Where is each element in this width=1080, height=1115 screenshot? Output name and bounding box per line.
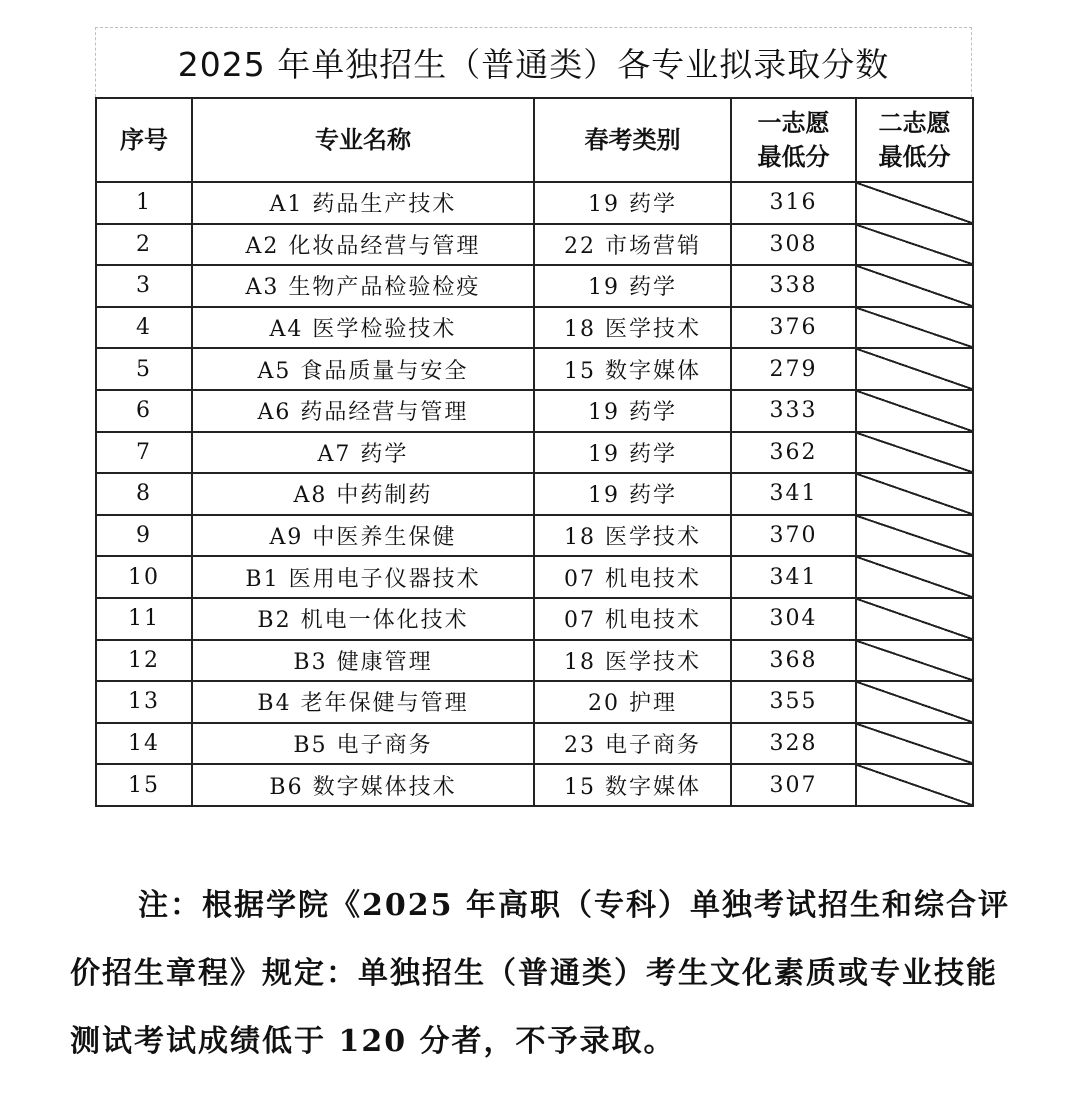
table-row xyxy=(96,556,973,598)
cell-category: 19 药学 xyxy=(534,265,731,307)
cell-first-choice-score: 362 xyxy=(731,432,856,474)
header-first-choice xyxy=(731,98,856,182)
cell-first-choice-score: 370 xyxy=(731,515,856,557)
cell-index: 7 xyxy=(96,432,192,474)
cell-major: B4 老年保健与管理 xyxy=(192,681,534,723)
cell-major: A3 生物产品检验检疫 xyxy=(192,265,534,307)
header-index: 序号 xyxy=(96,98,192,182)
cell-major: B6 数字媒体技术 xyxy=(192,764,534,806)
cell-index: 6 xyxy=(96,390,192,432)
page-title: 2025 年单独招生（普通类）各专业拟录取分数 xyxy=(177,45,890,84)
cell-second-choice-empty xyxy=(856,515,973,557)
cell-major: B2 机电一体化技术 xyxy=(192,598,534,640)
cell-index: 13 xyxy=(96,681,192,723)
cell-second-choice-empty xyxy=(856,182,973,224)
cell-index: 10 xyxy=(96,556,192,598)
cell-major: A9 中医养生保健 xyxy=(192,515,534,557)
cell-major: A8 中药制药 xyxy=(192,473,534,515)
cell-second-choice-empty xyxy=(856,556,973,598)
cell-first-choice-score: 376 xyxy=(731,307,856,349)
cell-second-choice-empty xyxy=(856,348,973,390)
header-category: 春考类别 xyxy=(534,98,731,182)
cell-first-choice-score: 304 xyxy=(731,598,856,640)
table-row xyxy=(96,182,973,224)
cell-index: 9 xyxy=(96,515,192,557)
cell-category: 07 机电技术 xyxy=(534,598,731,640)
cell-major: A6 药品经营与管理 xyxy=(192,390,534,432)
cell-second-choice-empty xyxy=(856,265,973,307)
admission-score-table xyxy=(95,97,974,807)
cell-category: 18 医学技术 xyxy=(534,640,731,682)
cell-second-choice-empty xyxy=(856,224,973,266)
table-header-row xyxy=(96,98,973,182)
cell-major: A1 药品生产技术 xyxy=(192,182,534,224)
cell-index: 12 xyxy=(96,640,192,682)
cell-index: 2 xyxy=(96,224,192,266)
table-row xyxy=(96,432,973,474)
cell-first-choice-score: 355 xyxy=(731,681,856,723)
table-row xyxy=(96,473,973,515)
cell-first-choice-score: 279 xyxy=(731,348,856,390)
cell-category: 18 医学技术 xyxy=(534,307,731,349)
cell-first-choice-score: 338 xyxy=(731,265,856,307)
header-first-line2: 最低分 xyxy=(757,142,830,171)
table-row xyxy=(96,764,973,806)
cell-index: 3 xyxy=(96,265,192,307)
cell-index: 1 xyxy=(96,182,192,224)
cell-category: 15 数字媒体 xyxy=(534,348,731,390)
table-row xyxy=(96,681,973,723)
cell-first-choice-score: 328 xyxy=(731,723,856,765)
cell-first-choice-score: 333 xyxy=(731,390,856,432)
header-second-choice xyxy=(856,98,973,182)
header-second-line2: 最低分 xyxy=(878,142,951,171)
table-row xyxy=(96,598,973,640)
cell-first-choice-score: 316 xyxy=(731,182,856,224)
cell-second-choice-empty xyxy=(856,640,973,682)
cell-major: A7 药学 xyxy=(192,432,534,474)
cell-category: 15 数字媒体 xyxy=(534,764,731,806)
cell-category: 23 电子商务 xyxy=(534,723,731,765)
cell-category: 22 市场营销 xyxy=(534,224,731,266)
title-box xyxy=(95,27,972,97)
cell-index: 4 xyxy=(96,307,192,349)
cell-major: B1 医用电子仪器技术 xyxy=(192,556,534,598)
cell-first-choice-score: 341 xyxy=(731,473,856,515)
cell-second-choice-empty xyxy=(856,307,973,349)
cell-category: 19 药学 xyxy=(534,432,731,474)
cell-major: B5 电子商务 xyxy=(192,723,534,765)
cell-second-choice-empty xyxy=(856,681,973,723)
cell-major: A2 化妆品经营与管理 xyxy=(192,224,534,266)
cell-index: 14 xyxy=(96,723,192,765)
header-second-line1: 二志愿 xyxy=(878,108,951,137)
cell-category: 19 药学 xyxy=(534,473,731,515)
footnote: 注：根据学院《2025 年高职（专科）单独考试招生和综合评价招生章程》规定：单独招生（普通类）考生文化素质或专业技能测试考试成绩低于 120 分者，不予录取。 xyxy=(70,888,1010,1059)
cell-index: 5 xyxy=(96,348,192,390)
cell-category: 18 医学技术 xyxy=(534,515,731,557)
cell-first-choice-score: 368 xyxy=(731,640,856,682)
cell-first-choice-score: 341 xyxy=(731,556,856,598)
cell-category: 19 药学 xyxy=(534,182,731,224)
cell-major: B3 健康管理 xyxy=(192,640,534,682)
table-row xyxy=(96,515,973,557)
table-row xyxy=(96,307,973,349)
cell-first-choice-score: 307 xyxy=(731,764,856,806)
cell-index: 11 xyxy=(96,598,192,640)
cell-second-choice-empty xyxy=(856,390,973,432)
cell-second-choice-empty xyxy=(856,598,973,640)
table-row xyxy=(96,265,973,307)
cell-major: A4 医学检验技术 xyxy=(192,307,534,349)
header-first-line1: 一志愿 xyxy=(757,108,830,137)
header-major: 专业名称 xyxy=(192,98,534,182)
table-row xyxy=(96,723,973,765)
cell-index: 15 xyxy=(96,764,192,806)
table-row xyxy=(96,224,973,266)
cell-category: 07 机电技术 xyxy=(534,556,731,598)
cell-category: 19 药学 xyxy=(534,390,731,432)
cell-major: A5 食品质量与安全 xyxy=(192,348,534,390)
cell-category: 20 护理 xyxy=(534,681,731,723)
cell-second-choice-empty xyxy=(856,764,973,806)
cell-index: 8 xyxy=(96,473,192,515)
table-row xyxy=(96,390,973,432)
cell-second-choice-empty xyxy=(856,432,973,474)
table-row xyxy=(96,640,973,682)
cell-first-choice-score: 308 xyxy=(731,224,856,266)
table-row xyxy=(96,348,973,390)
cell-second-choice-empty xyxy=(856,723,973,765)
cell-second-choice-empty xyxy=(856,473,973,515)
